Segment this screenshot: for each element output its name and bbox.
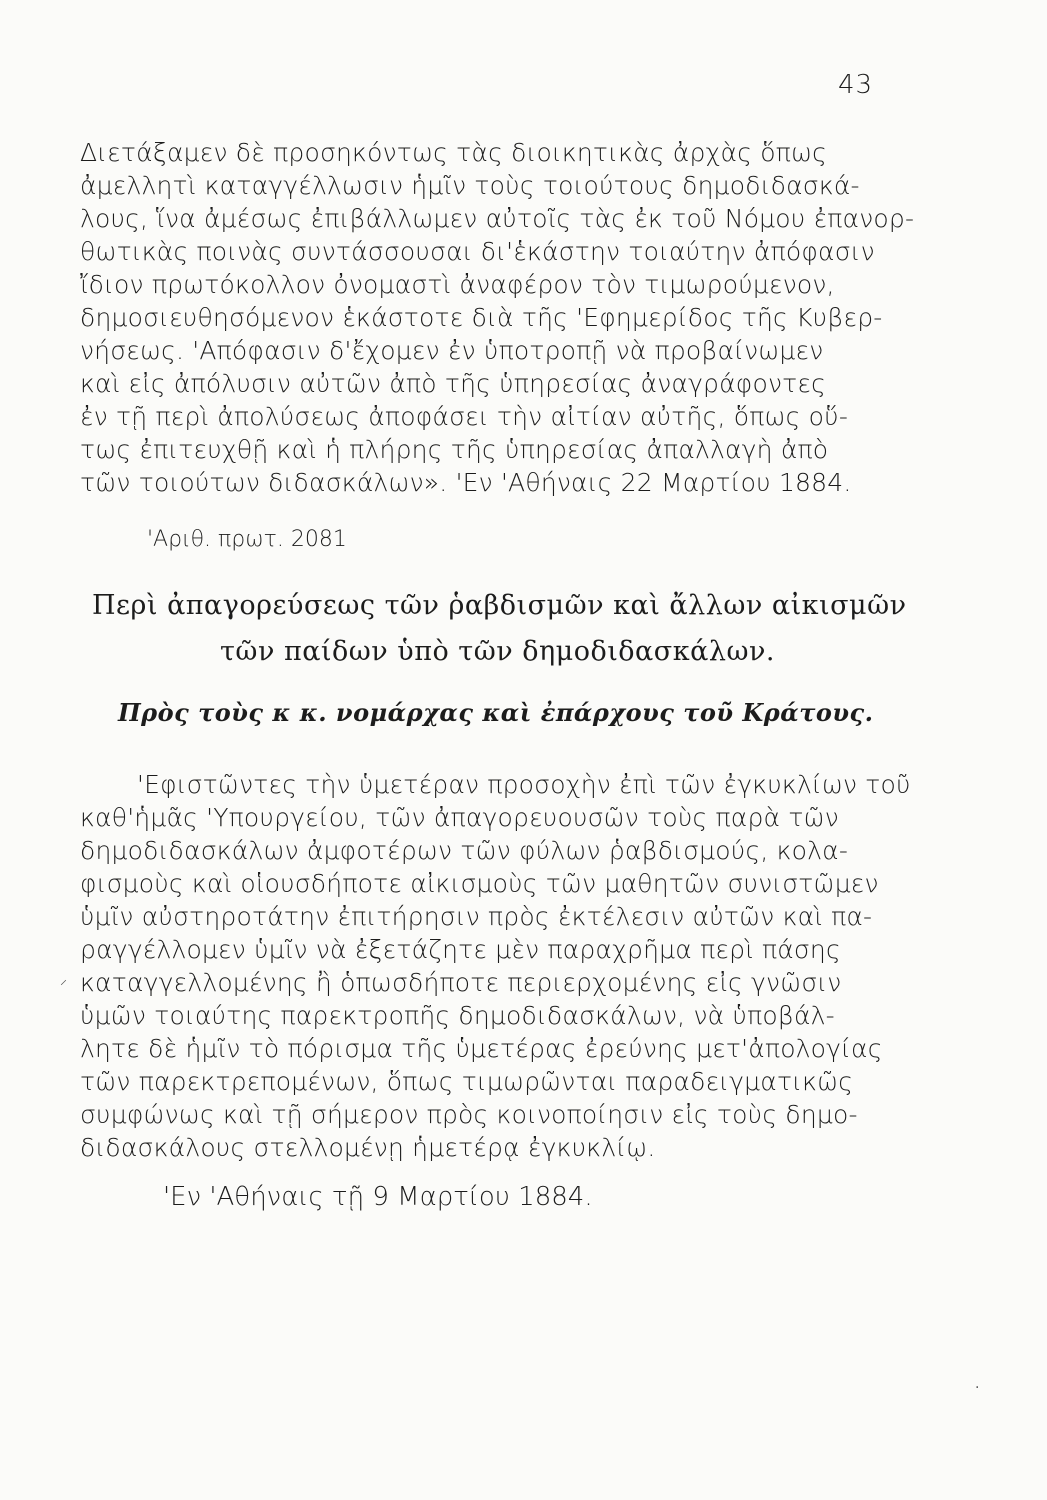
page-number: 43 [838, 70, 874, 100]
text-line: Διετάξαμεν δὲ προσηκόντως τὰς διοικητικὰς ἀρχὰς ὅπως [80, 138, 828, 167]
text-line: θωτικὰς ποινὰς συντάσσουσαι δι'ἑκάστην τοιαύτην ἀπόφασιν [80, 237, 875, 266]
text-line: διδασκάλους στελλομένῃ ἡμετέρᾳ ἐγκυκλίῳ. [80, 1133, 656, 1162]
section-title: Περὶ ἀπαγορεύσεως τῶν ῥαβδισμῶν καὶ ἄλλων αἰκισμῶν [92, 590, 907, 621]
text-line: τῶν τοιούτων διδασκάλων». 'Εν 'Αθήναις 22 Μαρτίου 1884. [80, 468, 852, 497]
margin-mark: ⸝ [60, 972, 67, 988]
section-title-continued: τῶν παίδων ὑπὸ τῶν δημοδιδασκάλων. [220, 636, 775, 667]
margin-mark: · [975, 1380, 980, 1396]
text-line: ὑμῖν αὐστηροτάτην ἐπιτήρησιν πρὸς ἐκτέλεσιν αὐτῶν καὶ πα- [80, 902, 873, 931]
text-line: 'Εφιστῶντες τὴν ὑμετέραν προσοχὴν ἐπὶ τῶν ἐγκυκλίων τοῦ [137, 770, 911, 799]
text-line: ἴδιον πρωτόκολλον ὀνομαστὶ ἀναφέρον τὸν τιμωρούμενον, [80, 270, 835, 299]
text-line: δημοδιδασκάλων ἀμφοτέρων τῶν φύλων ῥαβδισμούς, κολα- [80, 836, 849, 865]
text-line: λους, ἵνα ἀμέσως ἐπιβάλλωμεν αὐτοῖς τὰς ἐκ τοῦ Νόμου ἐπανορ- [80, 204, 915, 233]
text-line: δημοσιευθησόμενον ἑκάστοτε διὰ τῆς 'Εφημερίδος τῆς Κυβερ- [80, 303, 883, 332]
text-line: ἐν τῇ περὶ ἀπολύσεως ἀποφάσει τὴν αἰτίαν αὐτῆς, ὅπως οὕ- [80, 402, 849, 431]
text-line: συμφώνως καὶ τῇ σήμερον πρὸς κοινοποίησιν εἰς τοὺς δημο- [80, 1100, 858, 1129]
text-line: λητε δὲ ἡμῖν τὸ πόρισμα τῆς ὑμετέρας ἐρεύνης μετ'ἀπολογίας [80, 1034, 883, 1063]
text-line: καταγγελλομένης ἢ ὁπωσδήποτε περιερχομένης εἰς γνῶσιν [80, 968, 842, 997]
text-line: ραγγέλλομεν ὑμῖν νὰ ἐξετάζητε μὲν παραχρῆμα περὶ πάσης [80, 935, 841, 964]
text-line: καὶ εἰς ἀπόλυσιν αὐτῶν ἀπὸ τῆς ὑπηρεσίας ἀναγράφοντες [80, 369, 827, 398]
reference-number: 'Αριθ. πρωτ. 2081 [147, 527, 347, 552]
addressee-heading: Πρὸς τοὺς κ κ. νομάρχας καὶ ἐπάρχους τοῦ Κράτους. [118, 698, 874, 727]
text-line: νήσεως. 'Απόφασιν δ'ἔχομεν ἐν ὑποτροπῇ νὰ προβαίνωμεν [80, 336, 824, 365]
text-line: ἀμελλητὶ καταγγέλλωσιν ἡμῖν τοὺς τοιούτους δημοδιδασκά- [80, 171, 860, 200]
text-line: καθ'ἡμᾶς 'Υπουργείου, τῶν ἀπαγορευουσῶν τοὺς παρὰ τῶν [80, 803, 839, 832]
text-line: ὑμῶν τοιαύτης παρεκτροπῆς δημοδιδασκάλων, νὰ ὑποβάλ- [80, 1001, 835, 1030]
closing-date: 'Εν 'Αθήναις τῇ 9 Μαρτίου 1884. [163, 1182, 593, 1212]
text-line: τῶν παρεκτρεπομένων, ὅπως τιμωρῶνται παραδειγματικῶς [80, 1067, 854, 1096]
text-line: τως ἐπιτευχθῇ καὶ ἡ πλήρης τῆς ὑπηρεσίας ἀπαλλαγὴ ἀπὸ [80, 435, 829, 464]
text-line: φισμοὺς καὶ οἱουσδήποτε αἰκισμοὺς τῶν μαθητῶν συνιστῶμεν [80, 869, 879, 898]
